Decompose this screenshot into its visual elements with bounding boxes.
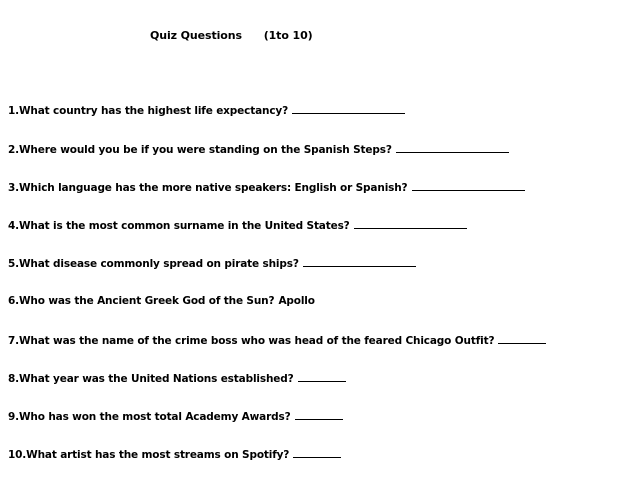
question-10 [8,448,341,461]
question-text: 3.Which language has the more native speakers: English or Spanish? [8,182,408,194]
answer-blank [396,143,509,153]
question-text: 6.Who was the Ancient Greek God of the Sun? [8,295,275,307]
answer-blank [298,372,346,382]
question-text: 1.What country has the highest life expectancy? [8,105,289,117]
answer-blank [303,257,416,267]
question-text: 5.What disease commonly spread on pirate ships? [8,258,299,270]
question-7 [8,334,546,347]
question-3 [8,181,525,194]
answer-blank [292,104,405,114]
answer-blank [295,410,343,420]
question-5 [8,257,416,270]
answer-blank [354,219,467,229]
question-6 [8,295,315,307]
quiz-header [150,29,313,42]
question-text: 4.What is the most common surname in the United States? [8,220,350,232]
question-2 [8,143,509,156]
question-1 [8,104,405,117]
question-text: 10.What artist has the most streams on Spotify? [8,449,290,461]
question-4 [8,219,467,232]
question-text: 9.Who has won the most total Academy Awards? [8,411,291,423]
question-text: 7.What was the name of the crime boss who was head of the feared Chicago Outfit? [8,335,495,347]
quiz-range: (1to 10) [263,29,313,42]
question-8 [8,372,346,385]
answer-blank [412,181,525,191]
question-answer: Apollo [278,295,315,307]
answer-blank [498,334,546,344]
question-text: 8.What year was the United Nations established? [8,373,294,385]
answer-blank [293,448,341,458]
question-9 [8,410,343,423]
quiz-title: Quiz Questions [150,29,242,42]
question-text: 2.Where would you be if you were standing on the Spanish Steps? [8,144,392,156]
